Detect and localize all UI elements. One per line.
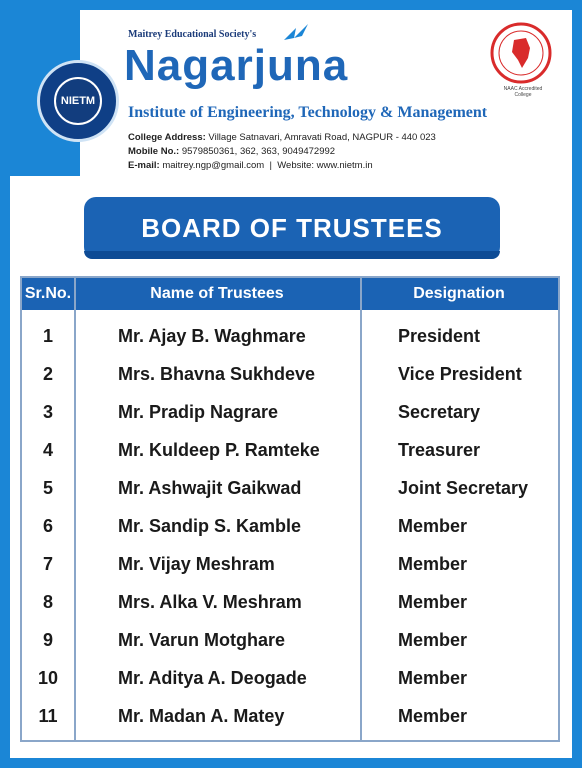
row-designation: Member (398, 554, 468, 574)
row-sr-no: 9 (42, 630, 53, 650)
table-header (22, 278, 558, 310)
row-designation: Member (398, 516, 468, 536)
website-label: Website: (277, 160, 315, 171)
table-row (22, 469, 558, 507)
email-line (128, 160, 373, 171)
row-sr-no: 11 (38, 706, 58, 726)
row-designation: Vice President (398, 364, 522, 384)
address-line (128, 132, 436, 143)
row-trustee-name: Mr. Ashwajit Gaikwad (118, 478, 302, 498)
row-trustee-name: Mrs. Bhavna Sukhdeve (118, 364, 316, 384)
naac-seal-icon (490, 22, 552, 84)
row-designation: Joint Secretary (398, 478, 529, 498)
institute-name: Institute of Engineering, Technology & Management (128, 104, 488, 121)
row-sr-no: 6 (42, 516, 53, 536)
header-designation: Designation (413, 285, 505, 302)
society-name: Maitrey Educational Society's (128, 29, 257, 40)
row-trustee-name: Mr. Sandip S. Kamble (118, 516, 302, 536)
row-trustee-name: Mr. Vijay Meshram (118, 554, 275, 574)
row-sr-no: 3 (42, 402, 53, 422)
header-sr-no: Sr.No. (24, 285, 72, 302)
row-sr-no: 10 (37, 668, 59, 688)
email-label: E-mail: (128, 160, 160, 171)
naac-label: NAAC Accredited College (503, 86, 543, 98)
nietm-logo-text: NIETM (54, 77, 102, 125)
table-row (22, 393, 558, 431)
email-text: maitrey.ngp@gmail.com (162, 160, 265, 171)
row-trustee-name: Mr. Varun Motghare (118, 630, 286, 650)
row-sr-no: 4 (42, 440, 53, 460)
website-text: www.nietm.in (316, 160, 373, 171)
row-sr-no: 5 (42, 478, 53, 498)
mobile-line (128, 146, 335, 157)
row-sr-no: 2 (42, 364, 53, 384)
row-designation: Member (398, 706, 468, 726)
table-row (22, 583, 558, 621)
row-sr-no: 8 (42, 592, 53, 612)
row-trustee-name: Mr. Ajay B. Waghmare (118, 326, 306, 346)
trustees-table (20, 276, 560, 742)
row-designation: Secretary (398, 402, 481, 422)
table-row (22, 545, 558, 583)
board-title-text: BOARD OF TRUSTEES (141, 212, 443, 243)
row-designation: Member (398, 630, 468, 650)
board-title (84, 197, 500, 259)
row-sr-no: 7 (42, 554, 53, 574)
table-row (22, 659, 558, 697)
table-row (22, 431, 558, 469)
row-designation: President (398, 326, 481, 346)
row-designation: Treasurer (398, 440, 481, 460)
mobile-text: 9579850361, 362, 363, 9049472992 (181, 146, 336, 157)
brand-name: Nagarjuna (124, 41, 349, 90)
row-trustee-name: Mrs. Alka V. Meshram (118, 592, 302, 612)
address-label: College Address: (128, 132, 206, 143)
row-trustee-name: Mr. Kuldeep P. Ramteke (118, 440, 320, 460)
nietm-logo (37, 60, 119, 142)
row-trustee-name: Mr. Madan A. Matey (118, 706, 285, 726)
table-row (22, 355, 558, 393)
header-name: Name of Trustees (150, 285, 284, 302)
row-designation: Member (398, 668, 468, 688)
table-row (22, 507, 558, 545)
separator: | (266, 160, 275, 171)
table-row (22, 317, 558, 355)
row-designation: Member (398, 592, 468, 612)
row-sr-no: 1 (42, 326, 53, 346)
mobile-label: Mobile No.: (128, 146, 180, 157)
address-text: Village Satnavari, Amravati Road, NAGPUR - 440 023 (208, 132, 436, 143)
table-row (22, 697, 558, 735)
row-trustee-name: Mr. Pradip Nagrare (118, 402, 279, 422)
table-row (22, 621, 558, 659)
row-trustee-name: Mr. Aditya A. Deogade (118, 668, 307, 688)
